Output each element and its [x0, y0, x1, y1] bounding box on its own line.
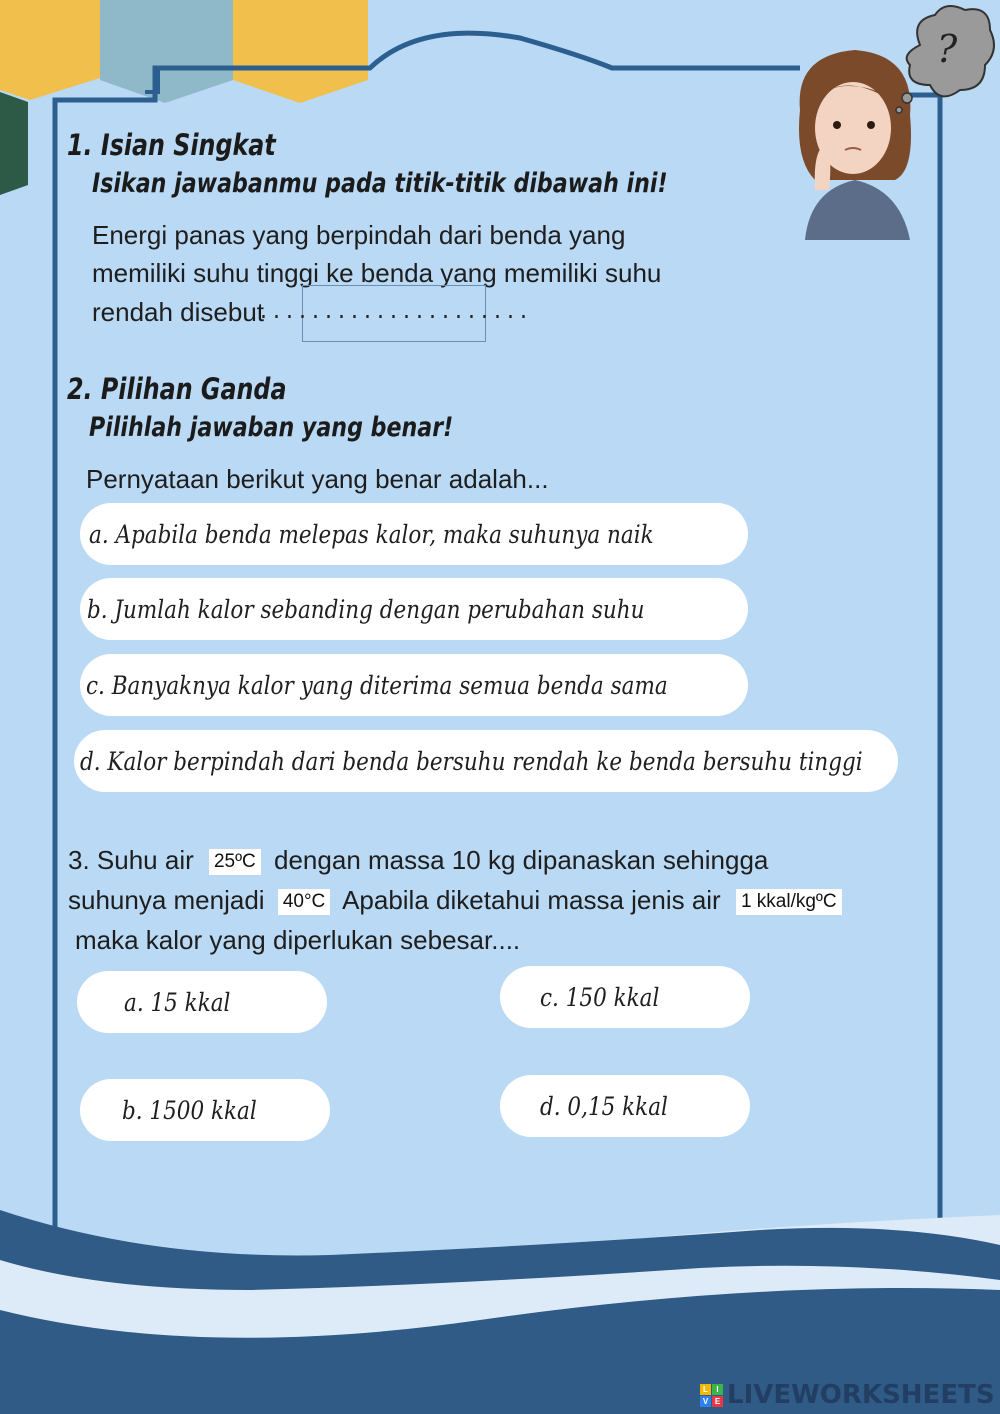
section1-text-line2: memiliki suhu tinggi ke benda yang memiliki suhu	[92, 258, 662, 288]
option-2d[interactable]	[74, 730, 898, 792]
section3-line2-end: Apabila diketahui massa jenis air	[342, 885, 721, 915]
option-3d-label: d. 0,15 kkal	[540, 1091, 668, 1121]
section3-line1-start: 3. Suhu air	[68, 845, 194, 875]
option-2a[interactable]	[80, 503, 748, 565]
answer-blank-input[interactable]: .....................	[302, 285, 486, 342]
option-3a[interactable]	[77, 971, 327, 1033]
section3-line3: maka kalor yang diperlukan sebesar....	[75, 925, 521, 955]
option-2b[interactable]	[80, 578, 748, 640]
question-cloud-icon	[895, 0, 1000, 115]
section3-line1-end: dengan massa 10 kg dipanaskan sehingga	[274, 845, 769, 875]
option-3b[interactable]	[80, 1079, 330, 1141]
svg-text:?: ?	[936, 27, 958, 71]
logo-badge-i: I	[712, 1384, 723, 1395]
option-3d[interactable]	[500, 1075, 750, 1137]
hexagon-yellow-left	[0, 0, 100, 100]
option-3c[interactable]	[500, 966, 750, 1028]
hexagon-green	[0, 92, 28, 195]
option-2a-label: a. Apabila benda melepas kalor, maka suhunya naik	[89, 519, 654, 549]
frame-right	[905, 95, 940, 1260]
logo-badge-v: V	[700, 1396, 711, 1407]
specific-heat-chip: 1 kkal/kgºC	[736, 889, 842, 915]
temp-final-chip: 40°C	[278, 889, 330, 915]
logo-badge	[700, 1384, 723, 1407]
section3-line2-start: suhunya menjadi	[68, 885, 265, 915]
section3-line1	[68, 845, 768, 876]
hexagon-yellow-right	[233, 0, 368, 103]
option-3a-label: a. 15 kkal	[124, 987, 231, 1017]
option-3b-label: b. 1500 kkal	[122, 1095, 257, 1125]
section2-instruction: Pilihlah jawaban yang benar!	[89, 412, 454, 443]
section2-title: 2. Pilihan Ganda	[67, 372, 287, 406]
logo-badge-e: E	[712, 1396, 723, 1407]
temp-initial-chip: 25ºC	[209, 849, 261, 875]
option-2c[interactable]	[80, 654, 748, 716]
section3-line2	[68, 885, 842, 916]
liveworksheets-logo	[700, 1380, 995, 1410]
section1-instruction: Isikan jawabanmu pada titik-titik dibawah ini!	[92, 168, 668, 199]
section2-question: Pernyataan berikut yang benar adalah...	[86, 464, 549, 494]
section1-title: 1. Isian Singkat	[67, 128, 276, 162]
hexagon-teal	[100, 0, 233, 103]
section1-text-line3: rendah disebut	[92, 297, 265, 327]
option-2c-label: c. Banyaknya kalor yang diterima semua benda sama	[86, 670, 668, 700]
section1-text-line1: Energi panas yang berpindah dari benda yang	[92, 220, 626, 250]
option-2d-label: d. Kalor berpindah dari benda bersuhu rendah ke benda bersuhu tinggi	[80, 746, 863, 776]
logo-text: LIVEWORKSHEETS	[727, 1380, 995, 1410]
logo-badge-l: L	[700, 1384, 711, 1395]
option-3c-label: c. 150 kkal	[540, 982, 660, 1012]
option-2b-label: b. Jumlah kalor sebanding dengan perubahan suhu	[87, 594, 645, 624]
